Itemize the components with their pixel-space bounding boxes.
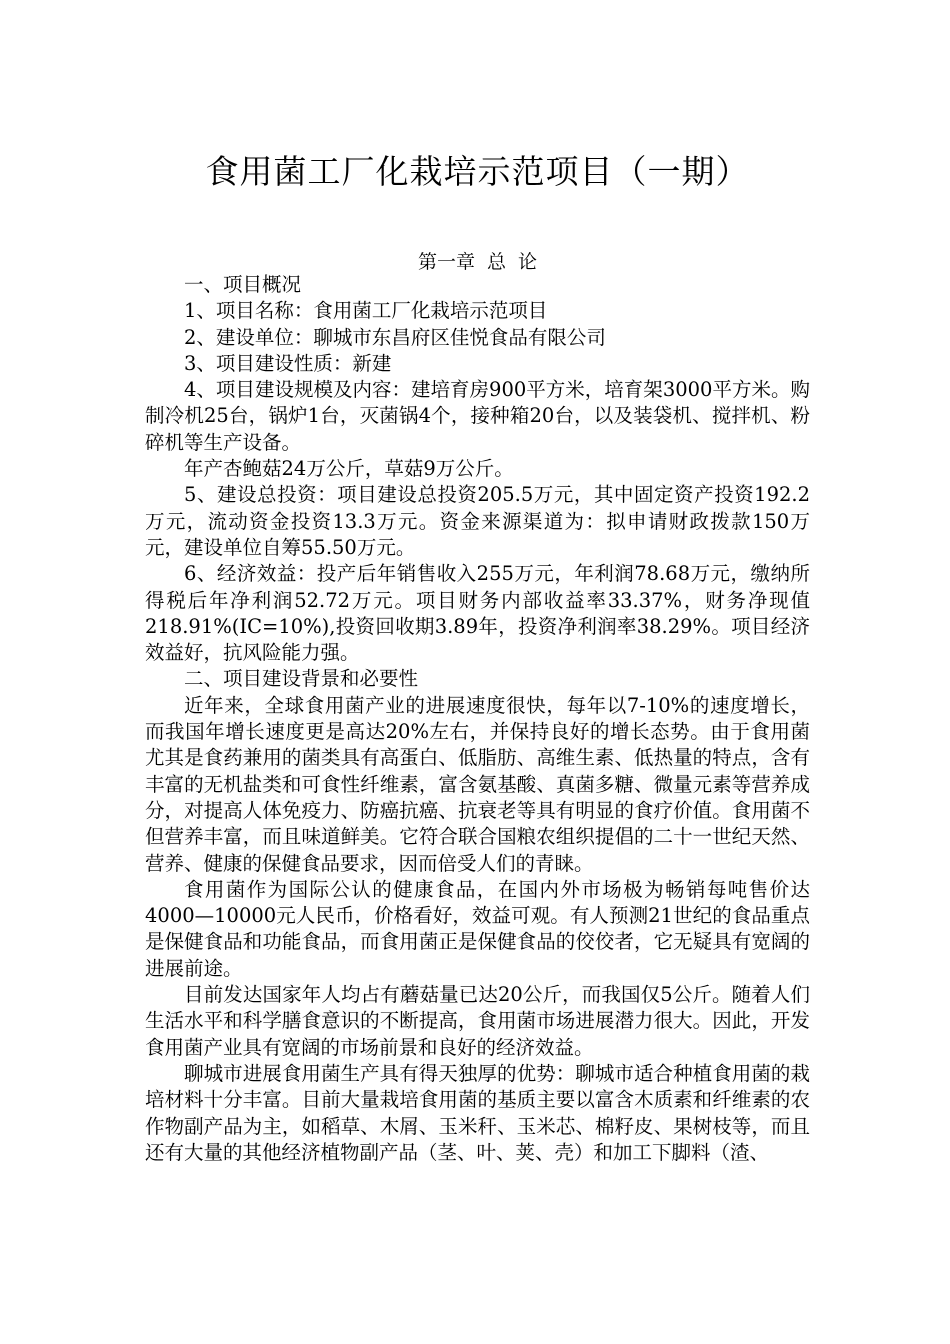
document-body — [145, 272, 810, 1166]
section-heading-background: 二、项目建设背景和必要性 — [184, 667, 419, 691]
paragraph-economic-benefit: 6、经济效益：投产后年销售收入255万元，年利润78.68万元，缴纳所得税后年净利润52.72万元。项目财务内部收益率33.37%，财务净现值218.91%(IC=10%),投资回收期3.89年，投资净利润率38.29%。项目经济效益好，抗风险能力强。 — [145, 562, 810, 665]
paragraph-construction-unit: 2、建设单位：聊城市东昌府区佳悦食品有限公司 — [184, 325, 606, 349]
paragraph-industry-growth: 近年来，全球食用菌产业的进展速度很快，每年以7-10%的速度增长，而我国年增长速度更是高达20%左右，并保持良好的增长态势。由于食用菌尤其是食药兼用的菌类具有高蛋白、低脂肪、高维生素、低热量的特点，含有丰富的无机盐类和可食性纤维素，富含氨基酸、真菌多糖、微量元素等营养成分，对提高人体免疫力、防癌抗癌、抗衰老等具有明显的食疗价值。食用菌不但营养丰富，而且味道鲜美。它符合联合国粮农组织提倡的二十一世纪天然、营养、健康的保健食品要求，因而倍受人们的青睐。 — [145, 693, 810, 875]
paragraph-project-name: 1、项目名称：食用菌工厂化栽培示范项目 — [184, 299, 548, 323]
paragraph-project-nature: 3、项目建设性质：新建 — [184, 351, 392, 375]
paragraph-consumption: 目前发达国家年人均占有蘑菇量已达20公斤，而我国仅5公斤。随着人们生活水平和科学膳食意识的不断提高，食用菌市场进展潜力很大。因此，开发食用菌产业具有宽阔的市场前景和良好的经济效益。 — [145, 983, 810, 1059]
document-title: 食用菌工厂化栽培示范项目（一期） — [205, 152, 750, 191]
paragraph-annual-output: 年产杏鲍菇24万公斤，草菇9万公斤。 — [184, 457, 514, 481]
section-heading-overview: 一、项目概况 — [184, 273, 302, 296]
paragraph-local-advantage: 聊城市进展食用菌生产具有得天独厚的优势：聊城市适合种植食用菌的栽培材料十分丰富。目前大量栽培食用菌的基质主要以富含木质素和纤维素的农作物副产品为主，如稻草、木屑、玉米秆、玉米芯、棉籽皮、果树枝等，而且还有大量的其他经济植物副产品（茎、叶、荚、壳）和加工下脚料（渣、 — [145, 1061, 810, 1164]
paragraph-market-value: 食用菌作为国际公认的健康食品，在国内外市场极为畅销每吨售价达4000—10000元人民币，价格看好，效益可观。有人预测21世纪的食品重点是保健食品和功能食品，而食用菌正是保健食品的佼佼者，它无疑具有宽阔的进展前途。 — [145, 877, 810, 980]
chapter-heading: 第一章 总 论 — [417, 251, 538, 273]
paragraph-project-scale: 4、项目建设规模及内容：建培育房900平方米，培育架3000平方米。购制冷机25台，锅炉1台，灭菌锅4个，接种箱20台，以及装袋机、搅拌机、粉碎机等生产设备。 — [145, 378, 810, 454]
paragraph-total-investment: 5、建设总投资：项目建设总投资205.5万元，其中固定资产投资192.2万元，流动资金投资13.3万元。资金来源渠道为：拟申请财政拨款150万元，建设单位自筹55.50万元。 — [145, 483, 810, 559]
